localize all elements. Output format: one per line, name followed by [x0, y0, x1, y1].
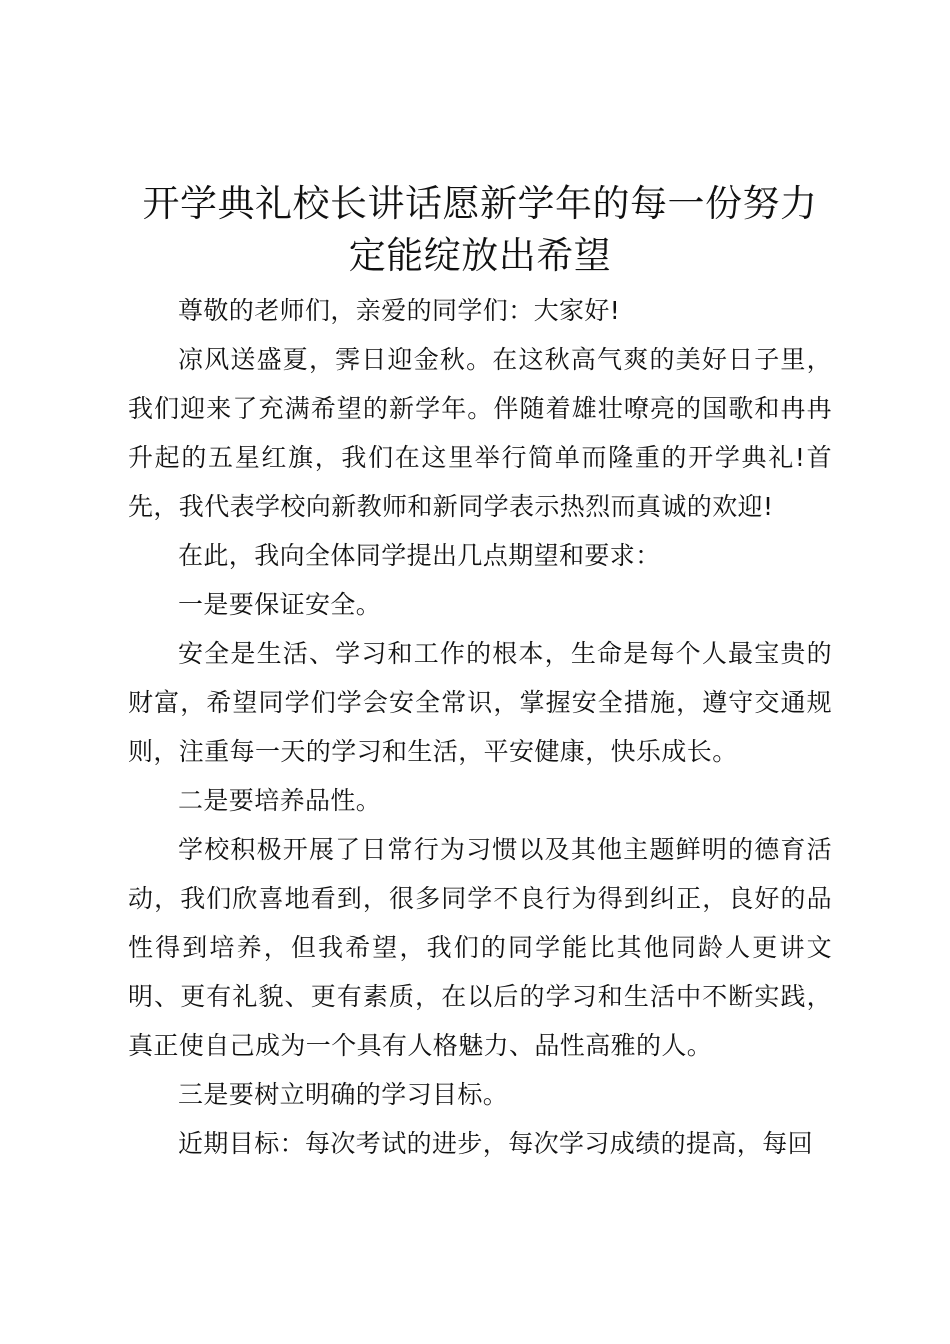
paragraph-goals: 近期目标：每次考试的进步，每次学习成绩的提高，每回 [178, 1129, 814, 1158]
paragraph-greeting: 尊敬的老师们，亲爱的同学们：大家好! [178, 296, 621, 325]
paragraph-character: 学校积极开展了日常行为习惯以及其他主题鲜明的德育活动，我们欣喜地看到，很多同学不良行为得到纠正，良好的品性得到培养，但我希望，我们的同学能比其他同龄人更讲文明、更有礼貌、更有素质，在以后的学习和生活中不断实践，真正使自己成为一个具有人格魅力、品性高雅的人。 [128, 835, 832, 1060]
paragraph-opening: 凉风送盛夏，霁日迎金秋。在这秋高气爽的美好日子里，我们迎来了充满希望的新学年。伴随着雄壮嘹亮的国歌和冉冉升起的五星红旗，我们在这里举行简单而隆重的开学典礼!首先，我代表学校向新教师和新同学表示热烈而真诚的欢迎! [128, 345, 832, 521]
document-title: 开学典礼校长讲话愿新学年的每一份努力定能绽放出希望 [142, 182, 818, 277]
paragraph-expectations-intro: 在此，我向全体同学提出几点期望和要求： [178, 541, 661, 570]
document-body [128, 286, 832, 1168]
paragraph-safety: 安全是生活、学习和工作的根本，生命是每个人最宝贵的财富，希望同学们学会安全常识，掌握安全措施，遵守交通规则，注重每一天的学习和生活，平安健康，快乐成长。 [128, 639, 832, 766]
paragraph-heading-character: 二是要培养品性。 [178, 786, 382, 815]
paragraph-heading-goals: 三是要树立明确的学习目标。 [178, 1080, 509, 1109]
paragraph-heading-safety: 一是要保证安全。 [178, 590, 382, 619]
